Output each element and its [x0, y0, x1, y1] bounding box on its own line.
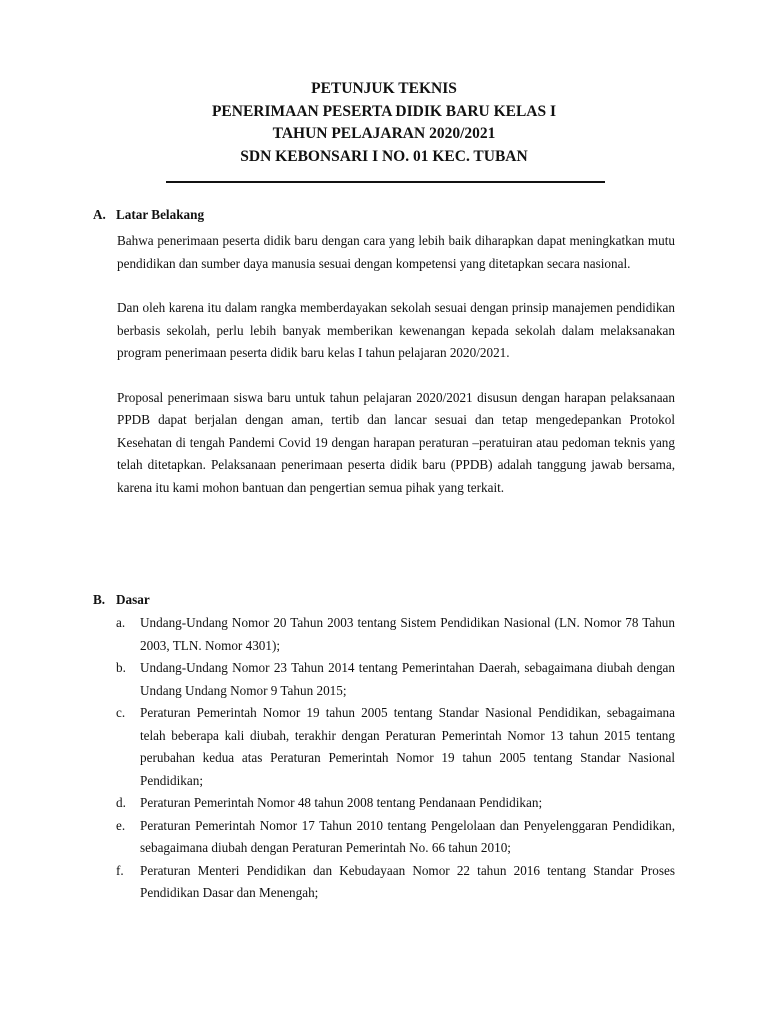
- title-line-4: SDN KEBONSARI I NO. 01 KEC. TUBAN: [240, 147, 528, 165]
- section-latar-belakang: [93, 204, 675, 499]
- paragraph: Bahwa penerimaan peserta didik baru dengan cara yang lebih baik diharapkan dapat meningkatkan mutu pendidikan dan sumber daya manusia sesuai dengan kompetensi yang ditetapkan secara nasional.: [117, 233, 675, 271]
- document-title: [0, 78, 768, 168]
- list-item: [93, 657, 675, 702]
- list-marker: f.: [116, 862, 124, 878]
- list-item: [93, 860, 675, 905]
- paragraph: Dan oleh karena itu dalam rangka memberdayakan sekolah sesuai dengan prinsip manajemen pendidikan berbasis sekolah, perlu lebih banyak memberikan kewenangan kepada sekolah dalam melaksanakan program penerimaan peserta didik baru kelas I tahun pelajaran 2020/2021.: [117, 300, 675, 360]
- section-letter: A.: [93, 207, 106, 222]
- list-item: [93, 702, 675, 792]
- section-dasar: [93, 589, 675, 905]
- list-item-text: Peraturan Pemerintah Nomor 17 Tahun 2010 tentang Pengelolaan dan Penyelenggaran Pendidikan, sebagaimana diubah dengan Peraturan Pemerintah No. 66 tahun 2010;: [140, 817, 675, 855]
- list-item-text: Peraturan Pemerintah Nomor 48 tahun 2008 tentang Pendanaan Pendidikan;: [140, 795, 543, 810]
- section-heading: [93, 204, 675, 226]
- list-item: [93, 792, 675, 815]
- list-item-text: Peraturan Menteri Pendidikan dan Kebudayaan Nomor 22 tahun 2016 tentang Standar Proses Pendidikan Dasar dan Menengah;: [140, 862, 675, 900]
- list-item-text: Undang-Undang Nomor 20 Tahun 2003 tentang Sistem Pendidikan Nasional (LN. Nomor 78 Tahun 2003, TLN. Nomor 4301);: [140, 615, 675, 653]
- list-item: [93, 612, 675, 657]
- section-title: Dasar: [116, 592, 150, 607]
- list-item-text: Undang-Undang Nomor 23 Tahun 2014 tentang Pemerintahan Daerah, sebagaimana diubah dengan Undang Undang Nomor 9 Tahun 2015;: [140, 660, 675, 698]
- title-line-2: PENERIMAAN PESERTA DIDIK BARU KELAS I: [211, 102, 557, 120]
- list-item: [93, 815, 675, 860]
- legal-basis-list: [93, 612, 675, 905]
- list-marker: d.: [116, 795, 126, 810]
- section-letter: B.: [93, 592, 106, 607]
- title-underline-divider: [166, 181, 605, 183]
- list-marker: a.: [116, 615, 126, 630]
- title-line-1: PETUNJUK TEKNIS: [311, 80, 457, 97]
- list-marker: e.: [116, 817, 126, 833]
- title-line-3: TAHUN PELAJARAN 2020/2021: [272, 125, 496, 142]
- list-marker: b.: [116, 660, 126, 675]
- section-heading: [93, 589, 675, 611]
- section-title: Latar Belakang: [116, 207, 205, 222]
- list-marker: c.: [116, 705, 126, 720]
- list-item-text: Peraturan Pemerintah Nomor 19 tahun 2005 tentang Standar Nasional Pendidikan, sebagaimana telah beberapa kali diubah, terakhir dengan Peraturan Pemerintah Nomor 13 tahun 2015 tentang perubahan kedua atas Peraturan Pemerintah Nomor 19 tahun 2005 tentang Standar Nasional Pendidikan;: [140, 705, 675, 788]
- paragraph: Proposal penerimaan siswa baru untuk tahun pelajaran 2020/2021 disusun dengan harapan pelaksanaan PPDB dapat berjalan dengan aman, tertib dan lancar sesuai dan tetap mengedepankan Protokol Kesehatan di tengah Pandemi Covid 19 dengan harapan peraturan –peratuiran atau pedoman teknis yang telah ditetapkan. Pelaksanaan penerimaan peserta didik baru (PPDB) adalah tanggung jawab bersama, karena itu kami mohon bantuan dan pengertian semua pihak yang terkait.: [117, 389, 675, 495]
